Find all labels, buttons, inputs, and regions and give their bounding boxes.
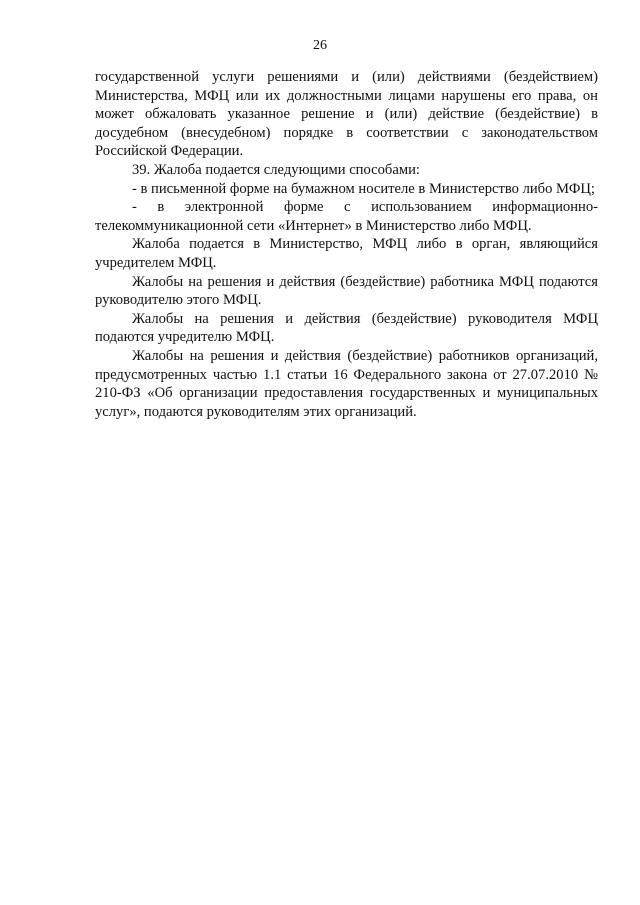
list-item-electronic-form: - в электронной форме с использованием информационно-телекоммуникационной сети «Интернет» в Министерство либо МФЦ. [95, 199, 598, 234]
page-number: 26 [313, 38, 327, 53]
paragraph-mfc-employee: Жалобы на решения и действия (бездействие) работника МФЦ подаются руководителю этого МФЦ. [95, 273, 598, 309]
paragraph-item-39: 39. Жалоба подается следующими способами: [132, 161, 420, 178]
paragraph-complaint-submission: Жалоба подается в Министерство, МФЦ либо в орган, являющийся учредителем МФЦ. [95, 236, 598, 271]
paragraph-continuation: государственной услуги решениями и (или) действиями (бездействием) Министерства, МФЦ или их должностными лицами нарушены его права, он может обжаловать указанное решение и (или) действие (бездействие) в досудебном (внесудебном) порядке в соответствии с законодательством Российской Федерации. [95, 69, 598, 160]
paragraph-organizations: Жалобы на решения и действия (бездействие) работников организаций, предусмотренных частью 1.1 статьи 16 Федерального закона от 27.07.2010 № 210-ФЗ «Об организации предоставления государственных и муниципальных услуг», подаются руководителям этих организаций. [95, 347, 598, 420]
list-item-written-form: - в письменной форме на бумажном носителе в Министерство либо МФЦ; [132, 180, 595, 197]
document-body [95, 68, 598, 421]
paragraph-mfc-head: Жалобы на решения и действия (бездействие) руководителя МФЦ подаются учредителю МФЦ. [95, 310, 598, 346]
